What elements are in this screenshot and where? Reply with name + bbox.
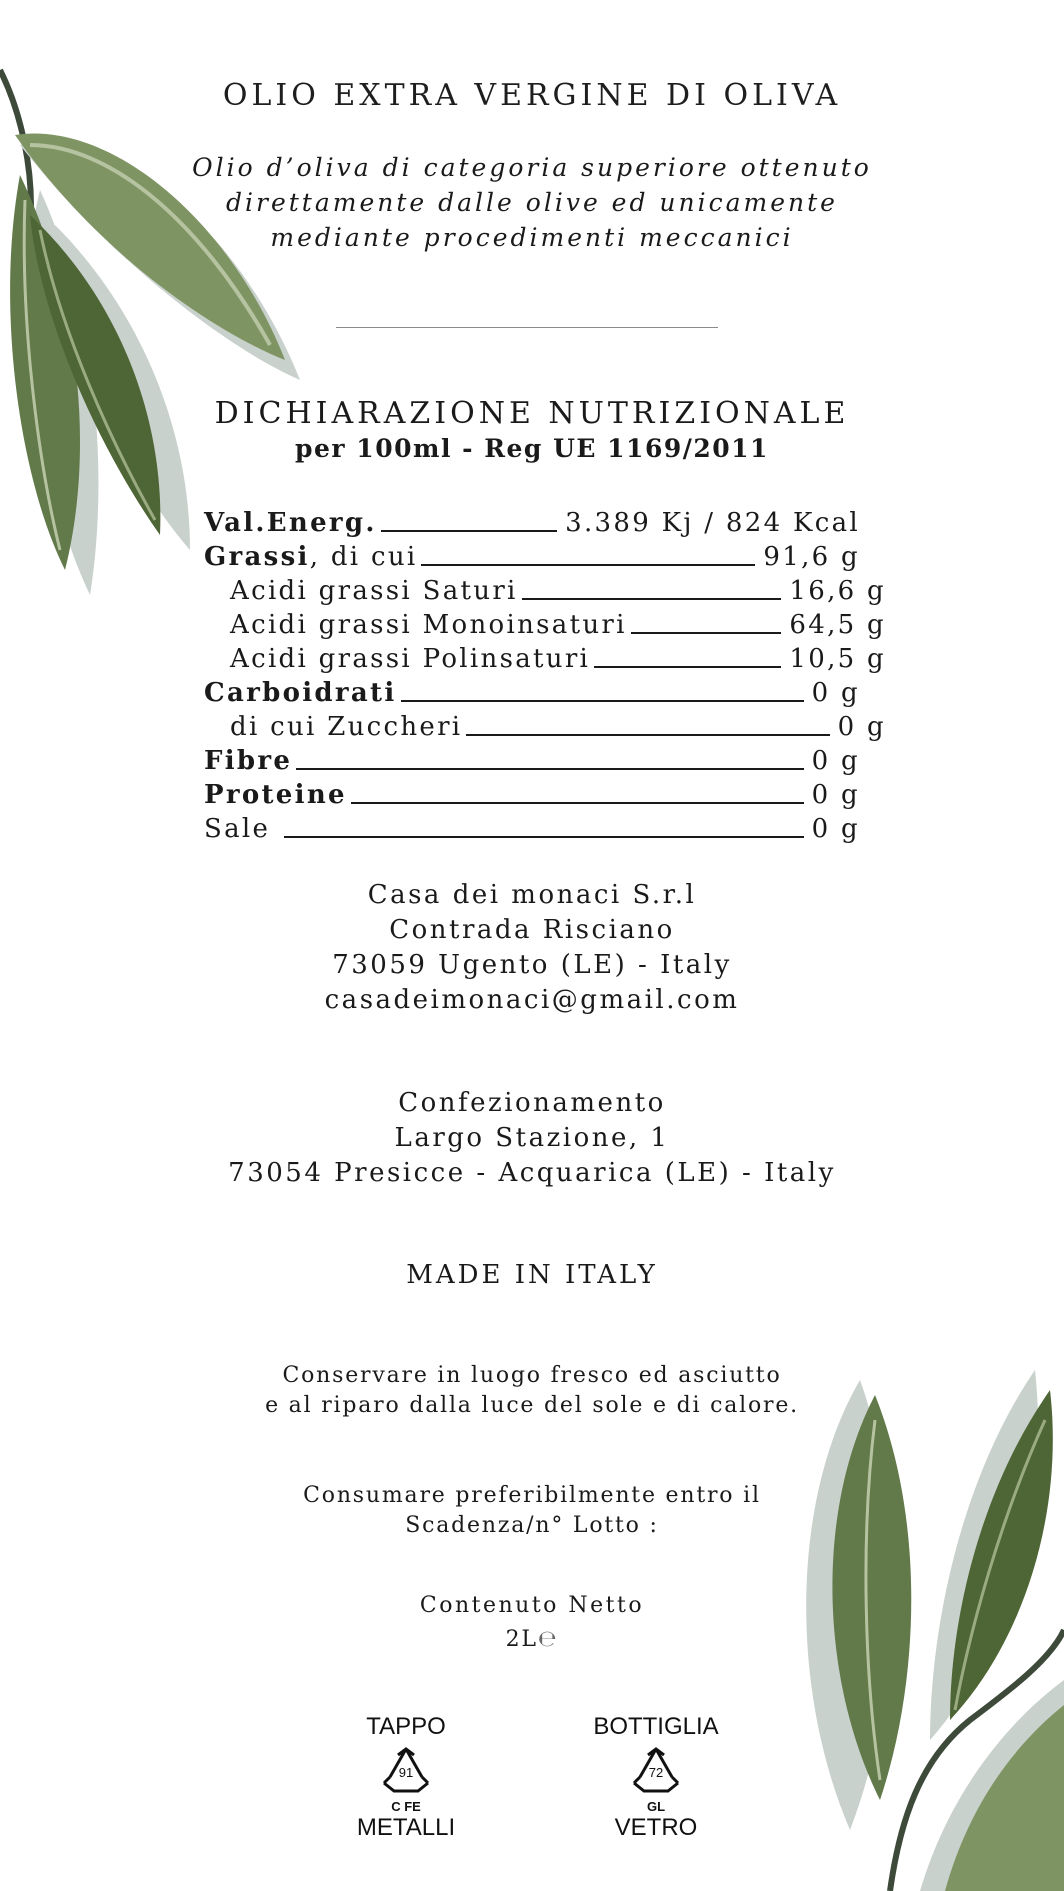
nutrient-label: Acidi grassi Monoinsaturi	[230, 610, 627, 640]
leader-line	[631, 632, 782, 634]
product-description	[0, 150, 1064, 255]
recycling-cap	[306, 1713, 506, 1842]
nutrient-label: Grassi	[204, 542, 310, 572]
expiry-info	[0, 1481, 1064, 1541]
storage-line: e al riparo dalla luce del sole e di calore.	[265, 1393, 799, 1418]
made-in-italy: MADE IN ITALY	[406, 1260, 658, 1290]
storage-line: Conservare in luogo fresco ed asciutto	[282, 1363, 782, 1388]
nutrition-row-fibre	[204, 742, 860, 776]
nutrient-label: Val.Energ.	[204, 508, 377, 538]
nutrient-label: Sale	[204, 814, 271, 844]
nutrient-value: 91,6 g	[763, 542, 860, 572]
description-line: Olio d’oliva di categoria superiore ottenuto	[192, 153, 872, 182]
nutrient-value: 0 g	[811, 780, 860, 810]
nutrient-label: di cui Zuccheri	[230, 712, 463, 742]
leader-line	[296, 768, 803, 770]
nutrition-row-fat	[204, 538, 860, 572]
storage-instructions	[0, 1361, 1064, 1421]
nutrition-subtitle: per 100ml - Reg UE 1169/2011	[295, 434, 769, 463]
nutrient-label-suffix: , di cui	[309, 542, 418, 572]
nutrition-row-carbohydrates	[204, 674, 860, 708]
material-name: METALLI	[356, 1814, 456, 1841]
net-content-value: 2L	[505, 1627, 538, 1652]
leader-line	[421, 564, 755, 566]
expiry-line: Consumare preferibilmente entro il	[303, 1483, 761, 1508]
nutrient-value: 64,5 g	[789, 610, 886, 640]
producer-name: Casa dei monaci S.r.l	[367, 880, 697, 910]
nutrient-label: Acidi grassi Polinsaturi	[230, 644, 591, 674]
nutrition-row-monounsaturated	[204, 606, 886, 640]
leader-line	[284, 836, 803, 838]
nutrition-row-protein	[204, 776, 860, 810]
nutrition-row-polyunsaturated	[204, 640, 886, 674]
nutrient-value: 0 g	[811, 746, 860, 776]
estimated-sign-icon: ℮	[537, 1627, 559, 1652]
recycling-bottle	[556, 1713, 756, 1842]
recycle-triangle-icon	[628, 1747, 684, 1799]
nutrition-row-energy	[204, 504, 860, 538]
nutrient-value: 10,5 g	[789, 644, 886, 674]
producer-address	[0, 878, 1064, 1018]
leader-line	[466, 734, 829, 736]
material-code: C FE	[391, 1799, 421, 1814]
recycling-number: 91	[398, 1765, 414, 1780]
leader-line	[351, 802, 804, 804]
address-line: 73054 Presicce - Acquarica (LE) - Italy	[228, 1158, 836, 1188]
nutrient-value: 0 g	[837, 712, 886, 742]
recycling-item-label: TAPPO	[366, 1713, 446, 1740]
nutrient-label: Acidi grassi Saturi	[230, 576, 518, 606]
address-line: 73059 Ugento (LE) - Italy	[332, 950, 732, 980]
recycling-item-label: BOTTIGLIA	[593, 1713, 719, 1740]
leader-line	[594, 666, 781, 668]
address-line: Largo Stazione, 1	[394, 1123, 670, 1153]
nutrition-row-salt	[204, 810, 860, 844]
nutrition-row-sugars	[204, 708, 886, 742]
packaging-address	[0, 1086, 1064, 1191]
nutrient-label: Carboidrati	[204, 678, 397, 708]
net-content	[0, 1591, 1064, 1655]
address-line: Contrada Risciano	[389, 915, 675, 945]
nutrient-label: Proteine	[204, 780, 347, 810]
divider-line	[336, 327, 718, 328]
nutrition-title: DICHIARAZIONE NUTRIZIONALE	[214, 396, 850, 431]
leader-line	[401, 700, 804, 702]
nutrient-value: 16,6 g	[789, 576, 886, 606]
description-line: direttamente dalle olive ed unicamente	[226, 188, 838, 217]
leader-line	[522, 598, 782, 600]
nutrient-value: 0 g	[811, 814, 860, 844]
net-content-label: Contenuto Netto	[419, 1593, 645, 1618]
nutrition-row-saturated	[204, 572, 886, 606]
recycling-number: 72	[648, 1765, 664, 1780]
leader-line	[381, 530, 557, 532]
nutrient-value: 0 g	[811, 678, 860, 708]
producer-email: casadeimonaci@gmail.com	[324, 985, 740, 1015]
material-name: VETRO	[614, 1814, 698, 1841]
material-code: GL	[646, 1799, 666, 1814]
lot-line: Scadenza/n° Lotto :	[405, 1513, 659, 1538]
nutrient-value: 3.389 Kj / 824 Kcal	[565, 508, 860, 538]
description-line: mediante procedimenti meccanici	[270, 223, 794, 252]
recycle-triangle-icon	[378, 1747, 434, 1799]
product-title: OLIO EXTRA VERGINE DI OLIVA	[222, 78, 842, 113]
nutrient-label: Fibre	[204, 746, 293, 776]
packaging-heading: Confezionamento	[398, 1088, 666, 1118]
